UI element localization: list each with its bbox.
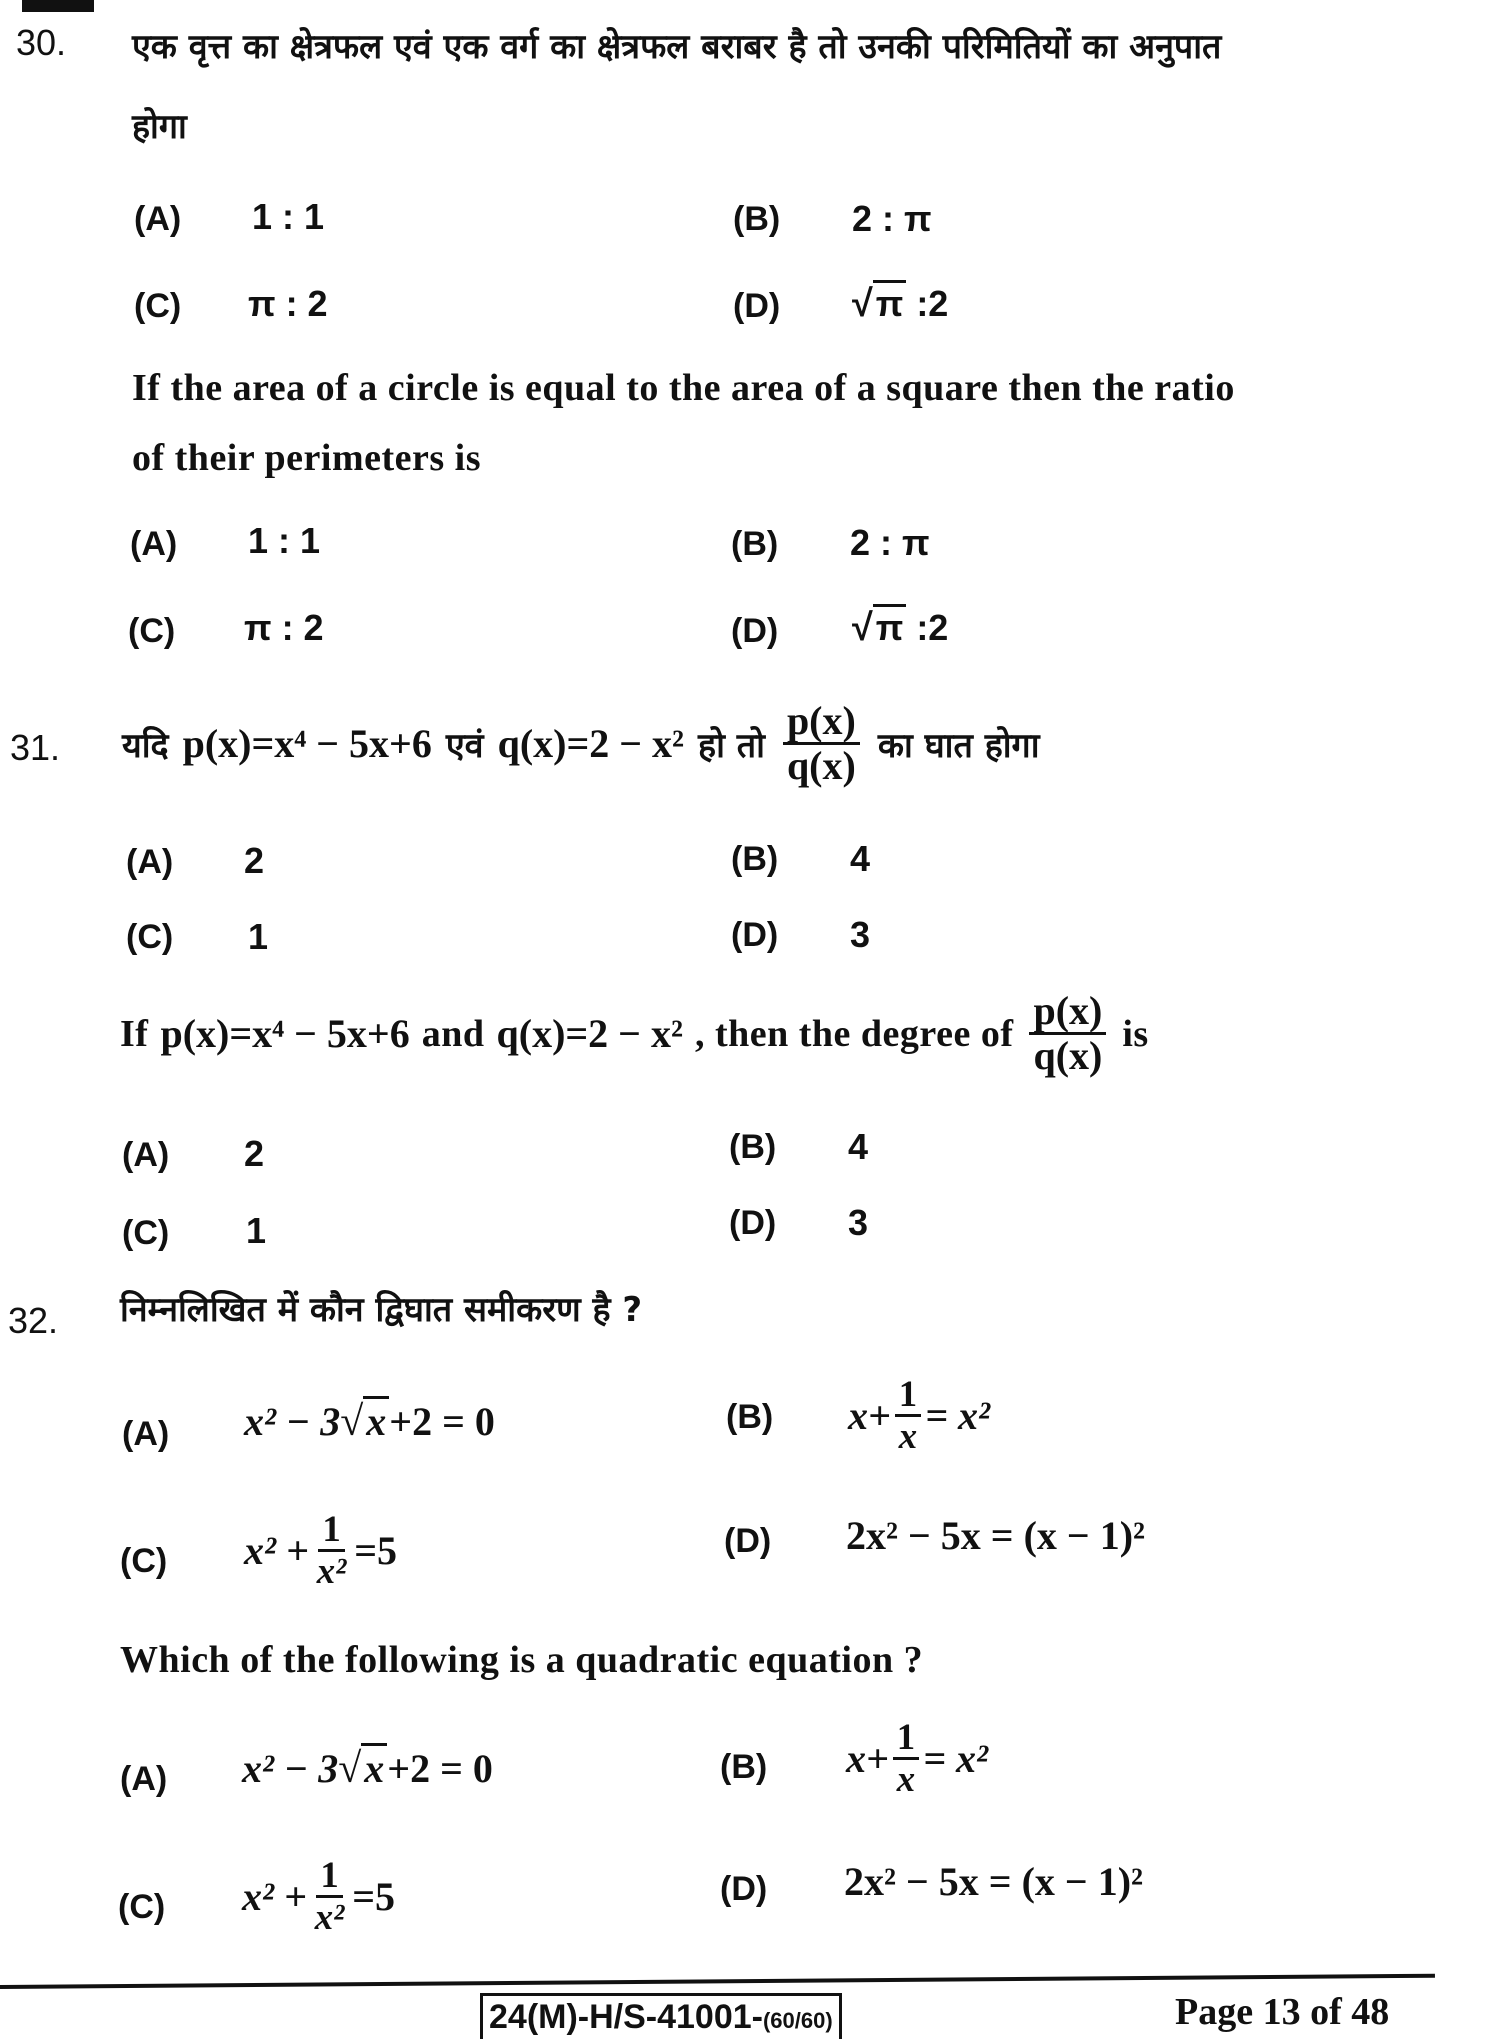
option-value: 3 (848, 1202, 869, 1243)
fraction: $\frac{p(x)}{q(x)}$ (1029, 990, 1106, 1077)
text: is (1122, 1012, 1149, 1055)
option-label: (A) (126, 843, 174, 881)
scan-artifact-block (22, 0, 94, 12)
option-value-math: x+ $\frac{1}{x}$ = x² (848, 1373, 990, 1456)
option-label: (D) (733, 287, 781, 325)
question-number: 32. (8, 1300, 59, 1341)
fraction: $\frac{1}{x}$ (895, 1375, 921, 1455)
question-number: 30. (16, 22, 67, 63)
question-text-en: Which of the following is a quadratic equation ? (120, 1639, 924, 1681)
option-label: (C) (126, 918, 174, 956)
option-value: π : 2 (248, 283, 328, 324)
question-text-en-cont: of their perimeters is (132, 437, 482, 479)
option-value-math: x² + $\frac{1}{\text{x²}}$ =5 (244, 1508, 398, 1591)
option-label: (D) (729, 1204, 777, 1242)
question-text-en: If the area of a circle is equal to the area of a square then the ratio (132, 367, 1235, 409)
question-text-hi: निम्नलिखित में कौन द्विघात समीकरण है ? (120, 1290, 643, 1330)
question-text-hi: एक वृत्त का क्षेत्रफल एवं एक वर्ग का क्षेत्रफल बराबर है तो उनकी परिमितियों का अनुपात (132, 27, 1222, 67)
option-label: (D) (724, 1522, 772, 1560)
option-label: (C) (118, 1888, 166, 1926)
option-value: 4 (850, 838, 871, 879)
text: हो तो (698, 725, 765, 766)
option-label: (D) (731, 612, 779, 650)
question-text-en (120, 990, 1149, 1077)
option-label: (B) (731, 840, 779, 878)
text: यदि (122, 725, 169, 766)
option-label: (B) (720, 1748, 768, 1786)
text: , then the degree of (694, 1012, 1014, 1055)
option-value-math: x² − 3√x+2 = 0 (242, 1745, 493, 1793)
option-value: 3 (850, 914, 871, 955)
option-label: (A) (122, 1415, 170, 1453)
option-label: (D) (731, 916, 779, 954)
option-value-math: 2x² − 5x = (x − 1)² (844, 1859, 1144, 1904)
option-value-math: x² + $\frac{1}{\text{x²}}$ =5 (242, 1854, 396, 1937)
option-value: 2 (244, 1133, 265, 1174)
sqrt-symbol: √π (852, 283, 906, 326)
question-text-hi (122, 700, 1040, 787)
option-label: (A) (130, 525, 178, 563)
text: एवं (445, 725, 484, 766)
math-expression: p(x)=x⁴ − 5x+6 (160, 1011, 410, 1056)
question-text-hi-cont: होगा (132, 107, 187, 147)
option-value: 2 : π (850, 522, 930, 563)
option-label: (C) (134, 287, 182, 325)
option-label: (B) (726, 1398, 774, 1436)
option-label: (A) (120, 1760, 168, 1798)
option-value: 1 : 1 (248, 520, 321, 561)
option-value: 1 : 1 (252, 196, 325, 237)
option-label: (A) (122, 1136, 170, 1174)
option-value-sqrt: √π :2 (852, 607, 948, 650)
option-label: (B) (729, 1128, 777, 1166)
option-label: (C) (120, 1542, 168, 1580)
fraction: $\frac{1}{x}$ (893, 1718, 919, 1798)
page-number: Page 13 of 48 (1175, 1991, 1390, 2033)
sqrt-symbol: √π (852, 607, 906, 650)
math-expression: q(x)=2 − x² (496, 1011, 683, 1056)
option-value-math: x+ $\frac{1}{x}$ = x² (846, 1716, 988, 1799)
sqrt-symbol: √x (338, 1745, 387, 1793)
footer-divider (0, 1974, 1435, 1989)
option-label: (C) (128, 612, 176, 650)
paper-code: 24(M)-H/S-41001-(60/60) (480, 1993, 842, 2039)
option-value-sqrt: √π :2 (852, 283, 948, 326)
option-label: (D) (720, 1870, 768, 1908)
option-value: 1 (246, 1210, 267, 1251)
fraction: $\frac{1}{\text{x²}}$ (314, 1854, 345, 1937)
fraction: $\frac{p(x)}{q(x)}$ (783, 700, 860, 787)
text: and (421, 1012, 485, 1055)
fraction: $\frac{1}{\text{x²}}$ (316, 1508, 347, 1591)
option-value: 2 (244, 840, 265, 881)
text: का घात होगा (877, 725, 1040, 766)
sqrt-symbol: √x (340, 1398, 389, 1446)
option-label: (A) (134, 200, 182, 238)
option-value: 2 : π (852, 198, 932, 239)
option-value: 4 (848, 1126, 869, 1167)
option-value: π : 2 (244, 607, 324, 648)
option-label: (B) (731, 525, 779, 563)
question-number: 31. (10, 727, 61, 768)
math-expression: q(x)=2 − x² (497, 721, 685, 766)
option-label: (C) (122, 1214, 170, 1252)
option-label: (B) (733, 200, 781, 238)
option-value-math: 2x² − 5x = (x − 1)² (846, 1513, 1146, 1558)
option-value: 1 (248, 916, 269, 957)
option-value-math: x² − 3√x+2 = 0 (244, 1398, 495, 1446)
math-expression: p(x)=x⁴ − 5x+6 (182, 721, 432, 766)
text: If (120, 1012, 149, 1055)
